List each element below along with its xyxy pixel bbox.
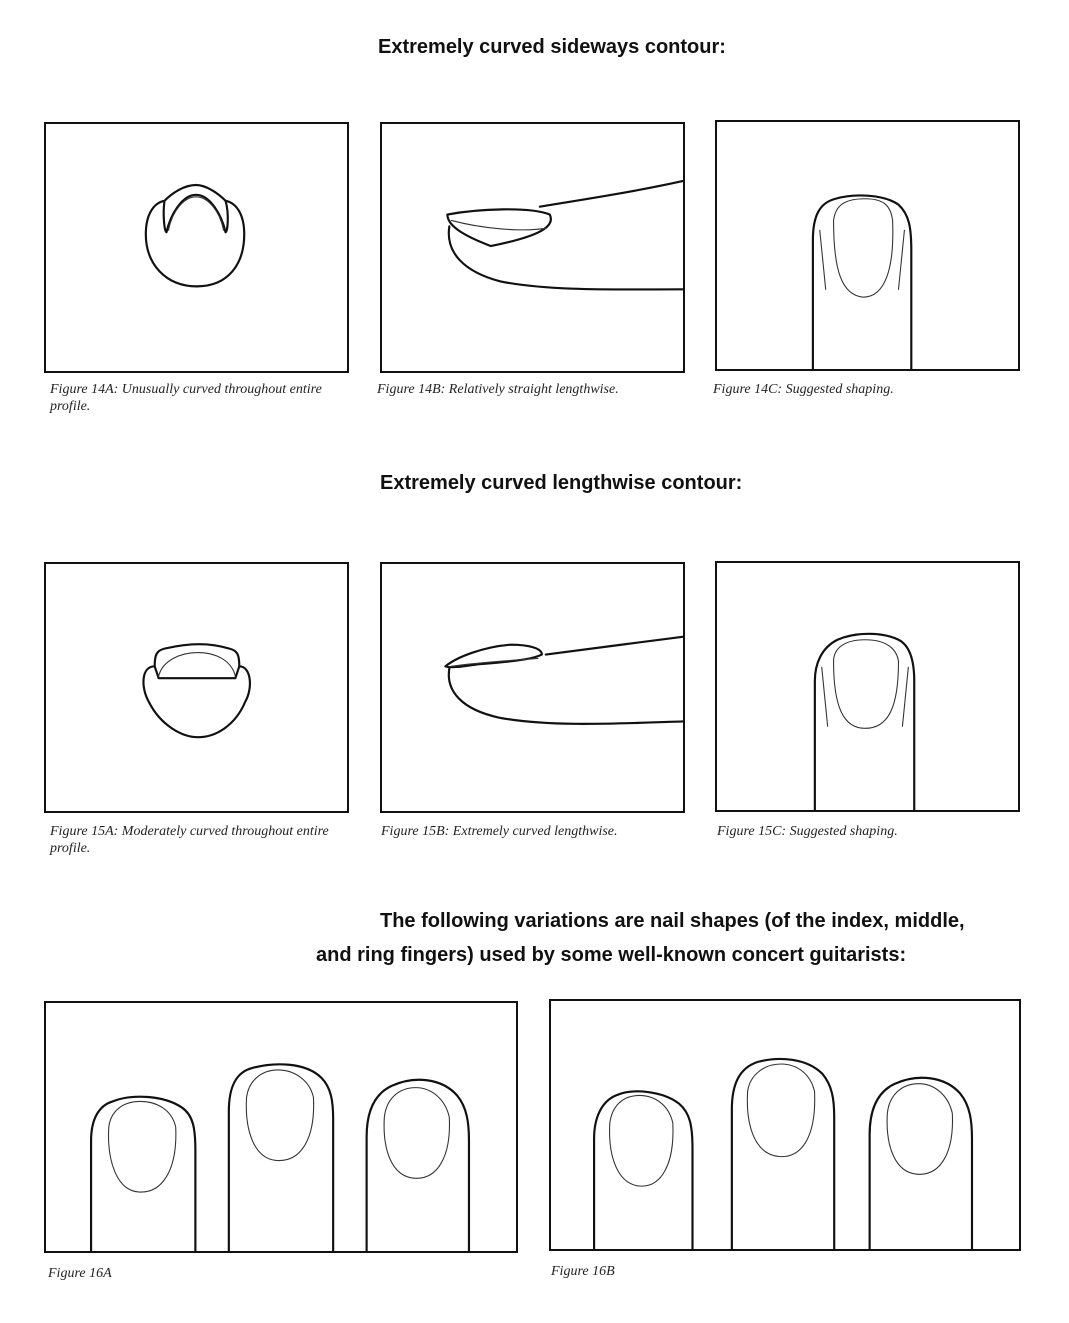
finger-side-outline [449, 181, 683, 289]
nail-side-profile [445, 645, 541, 667]
figure-15c-caption: Figure 15C: Suggested shaping. [717, 824, 898, 839]
figure-15a-frame [44, 562, 349, 813]
ring-finger [367, 1080, 469, 1251]
finger-outline [813, 195, 911, 369]
figure-15c-illustration [717, 563, 1018, 810]
nail-side-line-right [902, 667, 908, 726]
figure-15a-caption: Figure 15A: Moderately curved throughout entire profile. [50, 824, 329, 856]
nail-inner-arc [168, 197, 223, 230]
figure-15a-illustration [46, 564, 347, 811]
figure-16b-caption: Figure 16B [551, 1264, 615, 1279]
figure-16b-frame [549, 999, 1021, 1251]
fingertip-end-view [146, 201, 244, 287]
figure-16a-illustration [46, 1003, 516, 1251]
section-heading-variations-line2: and ring fingers) used by some well-known concert guitarists: [316, 944, 907, 966]
figure-15b-caption: Figure 15B: Extremely curved lengthwise. [381, 824, 618, 839]
section-heading-variations-line1: The following variations are nail shapes (of the index, middle, [380, 910, 965, 932]
nail-plate [834, 640, 899, 729]
figure-16a-caption: Figure 16A [48, 1266, 112, 1281]
section-heading-lengthwise: Extremely curved lengthwise contour: [380, 472, 743, 494]
figure-15b-frame [380, 562, 685, 813]
figure-16a-frame [44, 1001, 518, 1253]
index-finger [594, 1091, 692, 1249]
figure-14b-illustration [382, 124, 683, 371]
figure-14a-caption: Figure 14A: Unusually curved throughout entire profile. [50, 382, 322, 414]
figure-15c-frame [715, 561, 1020, 812]
figure-14b-frame [380, 122, 685, 373]
figure-14a-frame [44, 122, 349, 373]
nail-side-profile [447, 209, 551, 246]
figure-16b-illustration [551, 1001, 1019, 1249]
nail-side-line-left [822, 667, 828, 726]
nail-plate [834, 199, 893, 297]
nail-underside [451, 220, 545, 229]
figure-14c-caption: Figure 14C: Suggested shaping. [713, 382, 894, 397]
finger-outline [815, 634, 914, 810]
fingertip-end-view [143, 666, 249, 737]
middle-finger [229, 1064, 333, 1251]
figure-14b-caption: Figure 14B: Relatively straight lengthwise. [377, 382, 619, 397]
nail-inner-arc [159, 653, 236, 677]
index-finger [91, 1097, 195, 1251]
nail-outer-arc [164, 185, 228, 232]
nail-side-line-left [820, 230, 826, 289]
nail-side-line-right [898, 230, 904, 289]
middle-finger [732, 1059, 834, 1249]
section-heading-sideways: Extremely curved sideways contour: [378, 36, 726, 58]
figure-14a-illustration [46, 124, 347, 371]
figure-14c-frame [715, 120, 1020, 371]
figure-15b-illustration [382, 564, 683, 811]
ring-finger [870, 1078, 972, 1249]
figure-14c-illustration [717, 122, 1018, 369]
